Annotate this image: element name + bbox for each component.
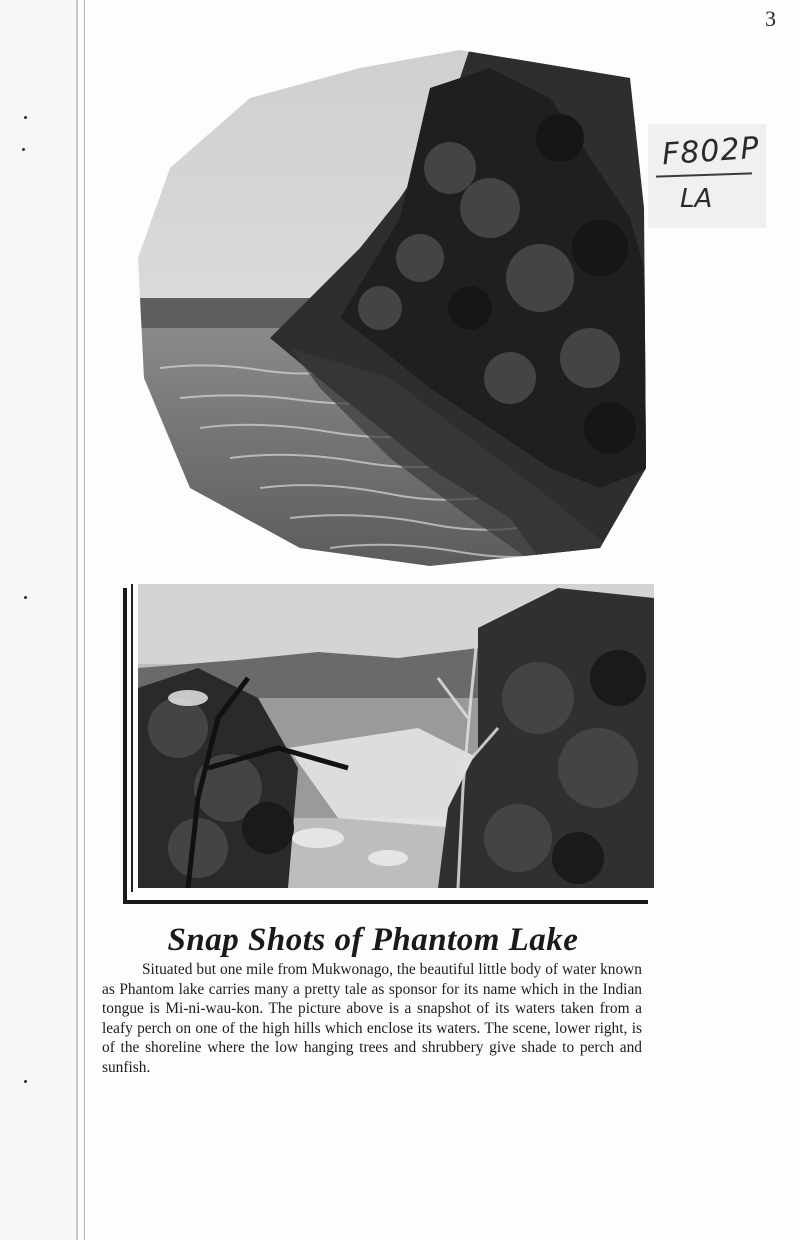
photo-leafy-perch-view [118, 568, 658, 910]
archive-initials: LA [680, 184, 713, 214]
binding-strip [0, 0, 78, 1240]
article-caption: Situated but one mile from Mukwonago, the beautiful little body of water known as Phantom lake carries many a pretty tale as sponsor for its name which in the Indian tongue is Mi-ni-wau-kon. The picture above is a snapshot of its waters taken from a leafy perch on one of the high hills which enclose its waters. The scene, lower right, is of the shoreline where the low hanging trees and shrubbery give shade to perch and sunfish. [102, 961, 642, 1076]
headline: Snap Shots of Phantom Lake [167, 922, 579, 958]
archive-rule [656, 172, 752, 177]
binding-hole [24, 1080, 27, 1083]
archive-note [648, 124, 766, 228]
binding-edge [84, 0, 85, 1240]
page-number: 3 [765, 6, 776, 31]
binding-hole [24, 596, 27, 599]
binding-hole [22, 148, 25, 151]
archive-code: F802P [660, 130, 761, 173]
photo-lake-shoreline [130, 48, 650, 574]
binding-hole [24, 116, 27, 119]
